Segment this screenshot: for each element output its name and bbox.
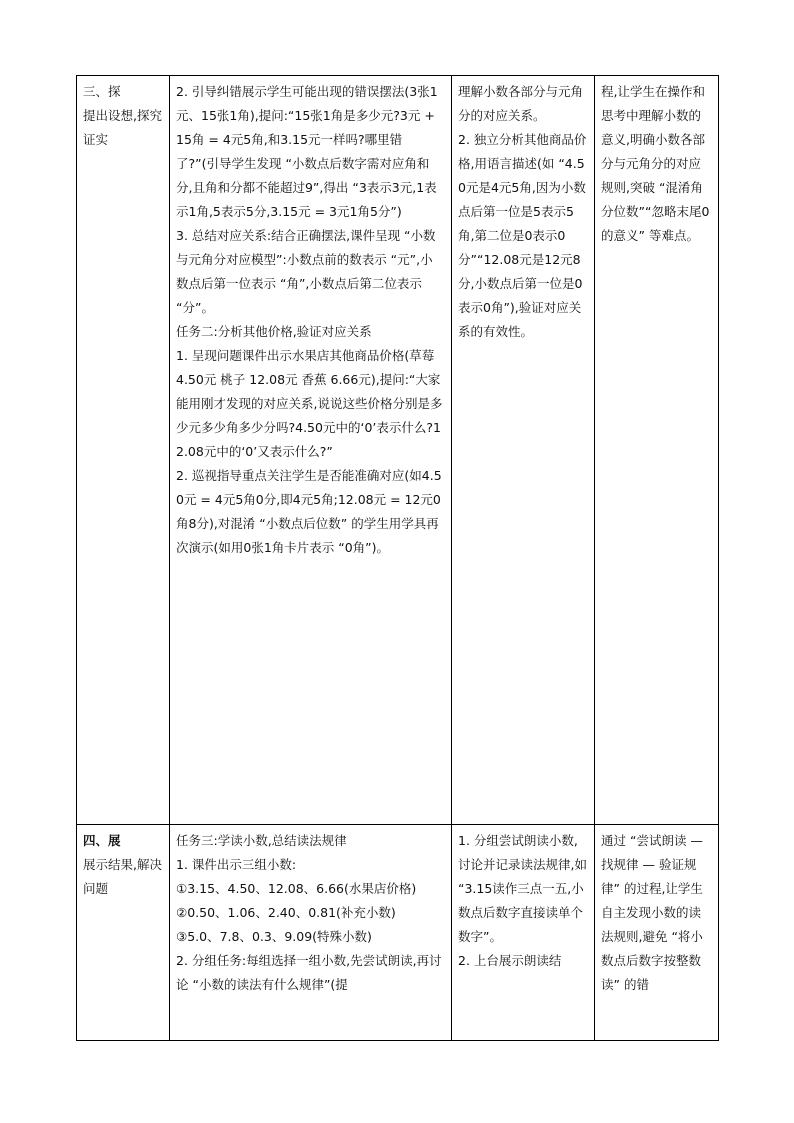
stage-description: 展示结果,解决问题: [83, 857, 162, 896]
student-paragraph: 2. 独立分析其他商品价格,用语言描述(如 “4.50元是4元5角,因为小数点后第一位是5表示5角,第二位是0表示0分”“12.08元是12元8分,小数点后第一位是0表示0角”),验证对应关系的有效性。: [458, 132, 587, 339]
stage-title: 四、展: [83, 833, 121, 848]
lesson-plan-table: [76, 75, 719, 1041]
stage-title: 三、探: [83, 84, 121, 99]
intent-paragraph: 通过 “尝试朗读 — 找规律 — 验证规律” 的过程,让学生自主发现小数的读法规则,避免 “将小数点后数字按整数读” 的错: [601, 833, 703, 992]
teacher-paragraph: 3. 总结对应关系:结合正确摆法,课件呈现 “小数与元角分对应模型”:小数点前的数表示 “元”,小数点后第一位表示 “角”,小数点后第二位表示 “分”。: [176, 228, 436, 315]
student-paragraph: 2. 上台展示朗读结: [458, 953, 562, 968]
teacher-paragraph: 2. 分组任务:每组选择一组小数,先尝试朗读,再讨论 “小数的读法有什么规律”(提: [176, 953, 442, 992]
teacher-paragraph: ②0.50、1.06、2.40、0.81(补充小数): [176, 905, 396, 920]
teacher-paragraph: ③5.0、7.8、0.3、9.09(特殊小数): [176, 929, 372, 944]
design-intent-cell: [595, 825, 719, 1041]
student-paragraph: 理解小数各部分与元角分的对应关系。: [458, 84, 584, 123]
intent-paragraph: 程,让学生在操作和思考中理解小数的意义,明确小数各部分与元角分的对应规则,突破 “混淆角分位数”“忽略末尾0的意义” 等难点。: [601, 84, 710, 243]
teacher-activity-cell: [170, 825, 452, 1041]
teacher-activity-cell: [170, 76, 452, 825]
stage-cell: [77, 825, 170, 1041]
table-row: [77, 825, 719, 1041]
student-paragraph: 1. 分组尝试朗读小数,讨论并记录读法规律,如 “3.15读作三点一五,小数点后数字直接读单个数字”。: [458, 833, 587, 944]
teacher-paragraph: 1. 呈现问题课件出示水果店其他商品价格(草莓 4.50元 桃子 12.08元 香蕉 6.66元),提问:“大家能用刚才发现的对应关系,说说这些价格分别是多少元多少角多少分吗?4.50元中的‘0’表示什么?12.08元中的‘0’又表示什么?”: [176, 348, 443, 459]
teacher-paragraph: 任务三:学读小数,总结读法规律: [176, 833, 347, 848]
design-intent-cell: [595, 76, 719, 825]
stage-cell: [77, 76, 170, 825]
table-row: [77, 76, 719, 825]
teacher-paragraph: 2. 巡视指导重点关注学生是否能准确对应(如4.50元 = 4元5角0分,即4元5角;12.08元 = 12元0角8分),对混淆 “小数点后位数” 的学生用学具再次演示(如用0张1角卡片表示 “0角”)。: [176, 468, 442, 555]
student-activity-cell: [452, 76, 595, 825]
teacher-paragraph: 1. 课件出示三组小数:: [176, 857, 297, 872]
teacher-paragraph: 任务二:分析其他价格,验证对应关系: [176, 324, 372, 339]
stage-description: 提出设想,探究证实: [83, 108, 162, 147]
student-activity-cell: [452, 825, 595, 1041]
teacher-paragraph: 2. 引导纠错展示学生可能出现的错误摆法(3张1元、15张1角),提问:“15张1角是多少元?3元 + 15角 = 4元5角,和3.15元一样吗?哪里错了?”(引导学生发现 “小数点后数字需对应角和分,且角和分都不能超过9”,得出 “3表示3元,1表示1角,5表示5分,3.15元 = 3元1角5分”): [176, 84, 438, 219]
teacher-paragraph: ①3.15、4.50、12.08、6.66(水果店价格): [176, 881, 417, 896]
